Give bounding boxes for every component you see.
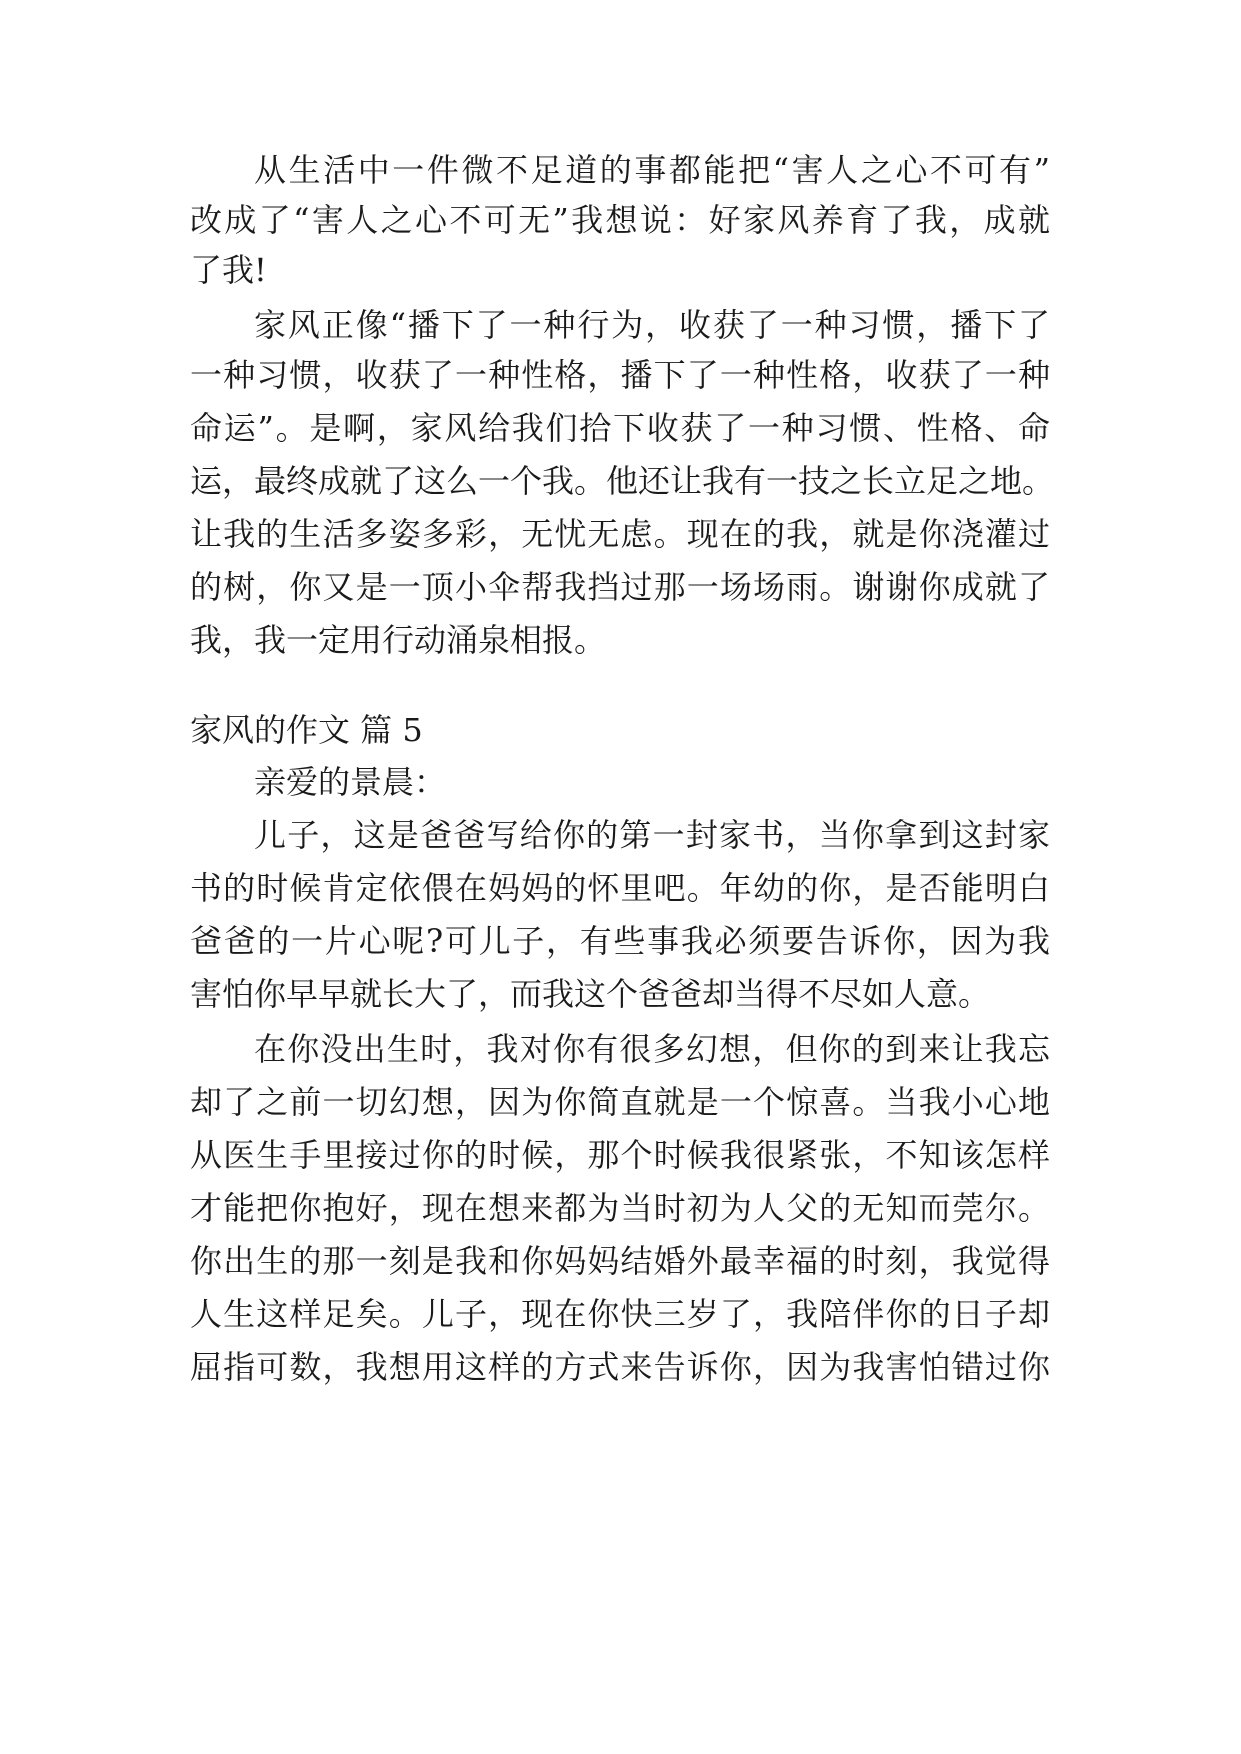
text-line: 运，最终成就了这么一个我。他还让我有一技之长立足之地。 (190, 462, 1055, 500)
text-line: 却了之前一切幻想，因为你简直就是一个惊喜。当我小心地 (190, 1083, 1050, 1121)
text-line: 一种习惯，收获了一种性格，播下了一种性格，收获了一种 (190, 356, 1050, 394)
text-line: 我，我一定用行动涌泉相报。 (190, 621, 607, 659)
text-line: 人生这样足矣。儿子，现在你快三岁了，我陪伴你的日子却 (190, 1295, 1050, 1333)
text-line: 从医生手里接过你的时候，那个时候我很紧张，不知该怎样 (190, 1136, 1050, 1174)
text-line: 才能把你抱好，现在想来都为当时初为人父的无知而莞尔。 (190, 1189, 1050, 1227)
text-line: 的树，你又是一顶小伞帮我挡过那一场场雨。谢谢你成就了 (190, 568, 1050, 606)
text-line: 你出生的那一刻是我和你妈妈结婚外最幸福的时刻，我觉得 (190, 1242, 1050, 1280)
text-line: 从生活中一件微不足道的事都能把“害人之心不可有” (254, 151, 1050, 189)
salutation: 亲爱的景晨： (254, 763, 447, 801)
text-line: 了我! (190, 251, 267, 289)
text-line: 屈指可数，我想用这样的方式来告诉你，因为我害怕错过你 (190, 1348, 1050, 1386)
text-line: 让我的生活多姿多彩，无忧无虑。现在的我，就是你浇灌过 (190, 515, 1050, 553)
text-line: 在你没出生时，我对你有很多幻想，但你的到来让我忘 (254, 1030, 1050, 1068)
text-line: 书的时候肯定依偎在妈妈的怀里吧。年幼的你，是否能明白 (190, 869, 1050, 907)
section-heading: 家风的作文 篇 5 (190, 711, 423, 749)
text-line: 害怕你早早就长大了，而我这个爸爸却当得不尽如人意。 (190, 975, 991, 1013)
text-line: 爸爸的一片心呢?可儿子，有些事我必须要告诉你，因为我 (190, 922, 1050, 960)
text-line: 改成了“害人之心不可无”我想说：好家风养育了我，成就 (190, 201, 1050, 239)
text-line: 儿子，这是爸爸写给你的第一封家书，当你拿到这封家 (254, 816, 1050, 854)
text-line: 家风正像“播下了一种行为，收获了一种习惯，播下了 (254, 306, 1050, 344)
text-line: 命运”。是啊，家风给我们拾下收获了一种习惯、性格、命 (190, 409, 1050, 447)
